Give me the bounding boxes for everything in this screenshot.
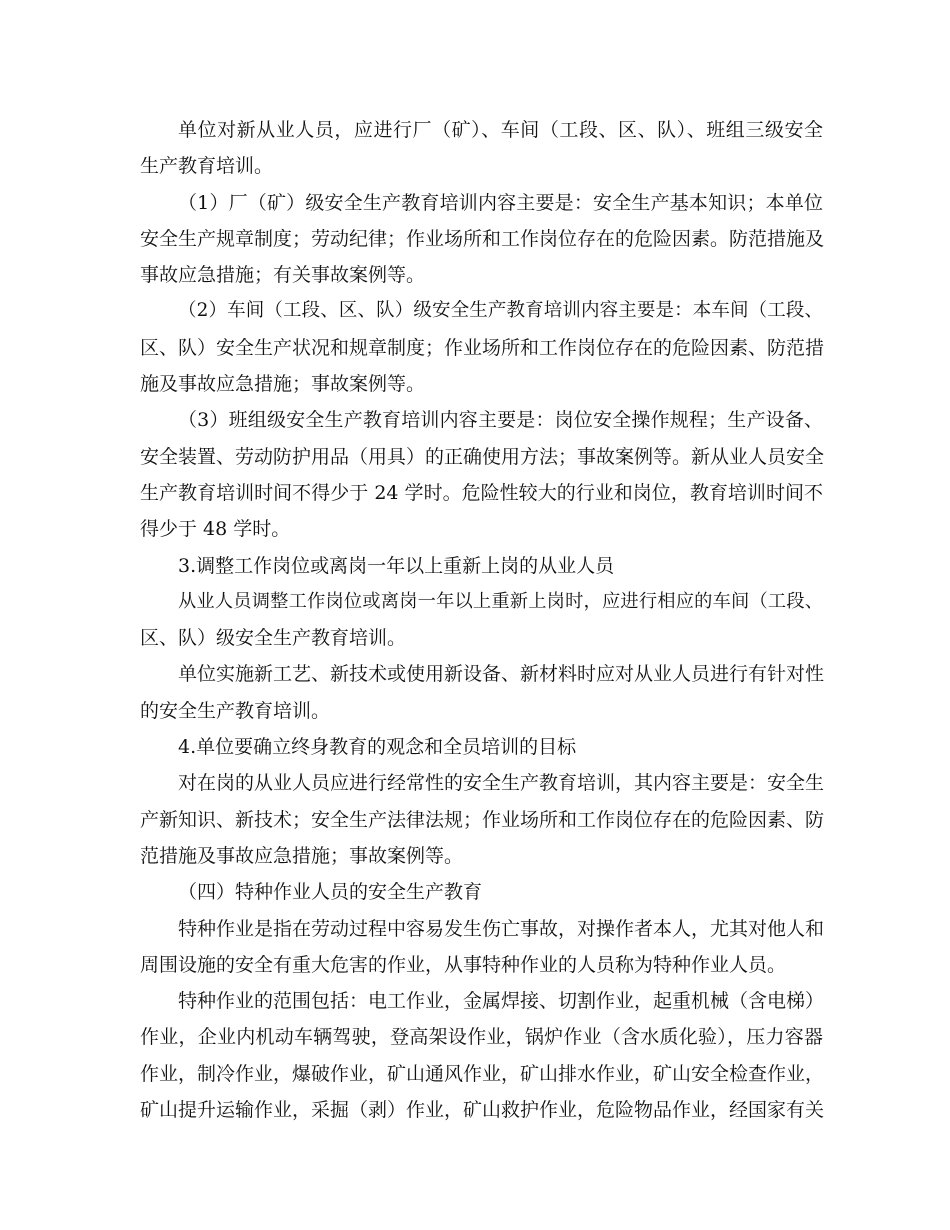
text-line: 区、队）安全生产状况和规章制度；作业场所和工作岗位存在的危险因素、防范措 — [140, 336, 825, 359]
text-line: 生产教育培训。 — [140, 155, 274, 178]
text-line: 从业人员调整工作岗位或离岗一年以上重新上岗时，应进行相应的车间（工段、 — [178, 590, 823, 612]
document-body — [140, 112, 823, 1128]
text-line: 生产教育培训时间不得少于 24 学时。危险性较大的行业和岗位，教育培训时间不 — [140, 481, 823, 504]
text-line: 特种作业是指在劳动过程中容易发生伤亡事故，对操作者本人，尤其对他人和 — [178, 917, 825, 940]
text-line: 周围设施的安全有重大危害的作业，从事特种作业的人员称为特种作业人员。 — [140, 953, 787, 976]
text-line: 4.单位要确立终身教育的观念和全员培训的目标 — [178, 736, 577, 759]
text-line: 得少于 48 学时。 — [140, 518, 291, 541]
text-line: 对在岗的从业人员应进行经常性的安全生产教育培训，其内容主要是：安全生 — [178, 772, 825, 795]
text-line: （2）车间（工段、区、队）级安全生产教育培训内容主要是：本车间（工段、 — [178, 300, 823, 322]
text-line: 范措施及事故应急措施；事故案例等。 — [140, 844, 464, 867]
text-line: 矿山提升运输作业，采掘（剥）作业，矿山救护作业，危险物品作业，经国家有关 — [140, 1099, 825, 1122]
text-line: （1）厂（矿）级安全生产教育培训内容主要是：安全生产基本知识；本单位 — [178, 191, 823, 214]
text-line: 作业，制冷作业，爆破作业，矿山通风作业，矿山排水作业，矿山安全检查作业， — [140, 1062, 825, 1085]
text-line: 单位实施新工艺、新技术或使用新设备、新材料时应对从业人员进行有针对性 — [178, 663, 825, 686]
text-line: 事故应急措施；有关事故案例等。 — [140, 264, 426, 287]
text-line: 安全装置、劳动防护用品（用具）的正确使用方法；事故案例等。新从业人员安全 — [140, 445, 825, 468]
text-line: 单位对新从业人员，应进行厂（矿）、车间（工段、区、队）、班组三级安全 — [178, 119, 823, 141]
text-line: （四）特种作业人员的安全生产教育 — [178, 881, 483, 904]
text-line: （3）班组级安全生产教育培训内容主要是：岗位安全操作规程；生产设备、 — [178, 409, 823, 432]
text-line: 3.调整工作岗位或离岗一年以上重新上岗的从业人员 — [178, 554, 615, 577]
text-line: 安全生产规章制度；劳动纪律；作业场所和工作岗位存在的危险因素。防范措施及 — [140, 227, 825, 250]
text-line: 施及事故应急措施；事故案例等。 — [140, 373, 426, 396]
text-line: 的安全生产教育培训。 — [140, 699, 331, 722]
text-line: 产新知识、新技术；安全生产法律法规；作业场所和工作岗位存在的危险因素、防 — [140, 808, 825, 831]
text-line: 作业，企业内机动车辆驾驶，登高架设作业，锅炉作业（含水质化验），压力容器 — [140, 1026, 823, 1049]
text-line: 区、队）级安全生产教育培训。 — [140, 627, 407, 650]
text-line: 特种作业的范围包括：电工作业，金属焊接、切割作业，起重机械（含电梯） — [178, 990, 825, 1013]
